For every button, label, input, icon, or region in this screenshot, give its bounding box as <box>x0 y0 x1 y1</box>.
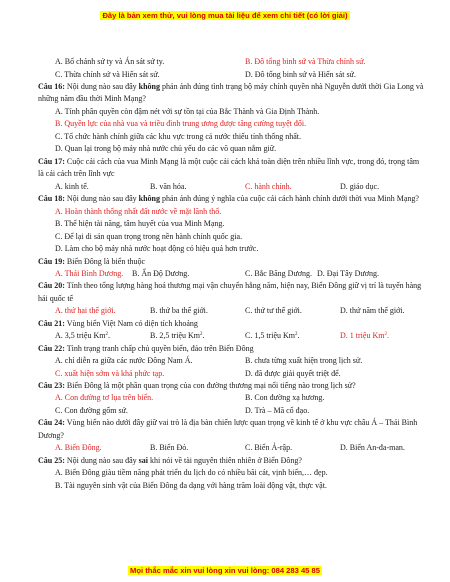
answer-row <box>38 69 424 82</box>
answer-option-correct <box>55 392 153 405</box>
answer-option <box>55 355 193 368</box>
answer-row <box>38 392 424 405</box>
answer-text: B. văn hóa. <box>150 181 187 191</box>
question-number: Câu 17: <box>38 156 65 166</box>
question-text: phản ánh đúng ý nghĩa của cuộc cải cách hành chính dưới thời vua Minh Mạng? <box>160 194 419 204</box>
answer-text: C. Biển Ả-rập. <box>245 443 293 453</box>
answer-text: B. Ấn Độ Dương. <box>132 268 190 278</box>
question-text: khi nói về tài nguyên thiên nhiên ở Biển Đông? <box>148 455 302 465</box>
answer-text: A. 3,5 triệu Km <box>55 331 106 341</box>
answer-row <box>38 405 424 418</box>
question <box>38 256 424 268</box>
answer-option <box>55 69 160 82</box>
answer-text: D. Đại Tây Dương. <box>317 268 379 278</box>
answer-row <box>38 368 424 381</box>
question-text: Vùng biển nào dưới đây giữ vai trò là địa bàn chiến lược quan trọng về kinh tế ở khu vực châu Á – Thái Bình Dương? <box>38 418 418 440</box>
answer-option-correct <box>55 442 102 455</box>
question <box>38 81 424 106</box>
answer-option: A. 3,5 triệu Km$^2$. <box>55 331 110 341</box>
answer-row <box>38 330 424 343</box>
answer-option: D. Làm cho bộ máy nhà nước hoạt động có hiệu quả hơn trước. <box>55 244 259 254</box>
answer-text: D. Trà – Mã cổ đạo. <box>245 405 310 415</box>
question-number: Câu 25: <box>38 455 65 465</box>
answer-option <box>55 56 164 69</box>
answer-text: A. Bổ chánh sứ ty và Án sát sứ ty. <box>55 57 165 66</box>
answer-option <box>55 181 89 194</box>
answer-text: C. thứ tư thế giới. <box>245 306 302 316</box>
answer-option <box>317 268 379 281</box>
answer-option: D. Quan lại trong bộ máy nhà nước chủ yếu do các võ quan nắm giữ. <box>55 144 277 154</box>
answer-text: D. Đô tổng binh sứ và Hiến sát sứ. <box>245 69 356 79</box>
answer-text: A. chỉ diễn ra giữa các nước Đông Nam Á. <box>55 356 193 366</box>
answer-option-correct <box>55 305 116 318</box>
question-text: Tính theo tổng lượng hàng hoá thương mại vận chuyển hằng năm, hiện nay, Biển Đông giữ vị trí là tuyến hàng hải quốc tế <box>38 281 422 303</box>
answer-row <box>38 355 424 368</box>
answer-option <box>340 442 405 455</box>
question-keyword: không <box>138 82 161 91</box>
answer-text: C. Bắc Băng Dương. <box>245 268 313 278</box>
question-keyword: không <box>138 194 161 204</box>
answer-text: D. đã được giải quyết triệt để. <box>245 368 341 378</box>
answer-text: A. Con đường tơ lụa trên biển. <box>55 393 154 403</box>
answer-text: B. thứ ba thế giới. <box>150 306 208 316</box>
answer-option <box>245 355 362 368</box>
question-text: Biển Đông là một phần quan trọng của con đường thương mại nổi tiếng nào trong lịch sử? <box>64 381 356 391</box>
unit-exponent: 2 <box>295 332 298 338</box>
answer-option <box>245 405 309 418</box>
answer-option <box>245 268 312 281</box>
question-number: Câu 16: <box>38 82 65 91</box>
answer-option <box>340 181 379 194</box>
unit-exponent: 2 <box>105 332 108 338</box>
answer-option-correct <box>245 56 365 69</box>
answer-text: B. chưa từng xuất hiện trong lịch sử. <box>245 356 363 366</box>
answer-option: B. Tài nguyên sinh vật của Biển Đông đa dạng với hàng trăm loài động vật, thực vật. <box>55 480 327 490</box>
answer-text: A. Biển Đông. <box>55 443 102 453</box>
answer-option-correct <box>55 268 123 281</box>
question-text: Nội dung nào sau đây <box>64 455 139 465</box>
answer-option-correct <box>245 181 292 194</box>
question-text: Tình trạng tranh chấp chủ quyền biển, đảo trên Biển Đông <box>64 343 254 353</box>
question-text: Cuộc cải cách của vua Minh Mạng là một cuộc cải cách khá toàn diện trên nhiều lĩnh vực, trong đó, trọng tâm là cải cách trên lĩnh vực <box>38 156 420 179</box>
answer-text: D. thứ năm thế giới. <box>340 306 405 316</box>
answer-option-correct: D. 1 triệu Km$^2$. <box>340 331 389 341</box>
answer-option <box>150 305 208 318</box>
answer-text: C. 1,5 triệu Km <box>245 331 295 341</box>
answer-text: C. Con đường gốm sứ. <box>55 405 128 415</box>
answer-text: D. giáo dục. <box>340 181 380 191</box>
question <box>38 380 424 392</box>
question-number: Câu 21: <box>38 318 65 328</box>
answer-text: B. Con đường xạ hương. <box>245 393 325 403</box>
answer-row <box>38 442 424 455</box>
answer-option: C. 1,5 triệu Km$^2$. <box>245 331 300 341</box>
answer-row <box>38 268 424 281</box>
question-number: Câu 19: <box>38 256 65 266</box>
answer-text: C. Thừa chính sứ và Hiến sát sứ. <box>55 69 160 79</box>
answer-option: A. Tính phân quyền còn đậm nét với sự tồn tại của Bắc Thành và Gia Định Thành. <box>55 106 320 116</box>
answer-option: A. Biển Đông giàu tiềm năng phát triển du lịch do có nhiều bãi cát, vịnh biển,… đẹp. <box>55 468 328 478</box>
question-text: Nội dung nào sau đây <box>64 82 139 91</box>
answer-text: A. Thái Bình Dương. <box>55 268 124 278</box>
answer-option <box>132 268 189 281</box>
answer-option: C. Để lại di sản quan trọng trong nền hành chính quốc gia. <box>55 231 243 241</box>
question <box>38 156 424 181</box>
answer-option <box>245 442 292 455</box>
question-text: Biển Đông là biển thuộc <box>64 256 146 266</box>
question <box>38 318 424 330</box>
question <box>38 417 424 442</box>
question <box>38 280 424 305</box>
answer-option <box>245 368 341 381</box>
question-keyword: sai <box>138 455 148 465</box>
question <box>38 343 424 355</box>
question-text: Vùng biển Việt Nam có diện tích khoảng <box>64 318 198 328</box>
unit-exponent: 2 <box>384 332 387 338</box>
answer-text: C. hành chính. <box>245 181 292 191</box>
question-number: Câu 18: <box>38 194 65 204</box>
answer-option-correct <box>55 368 164 381</box>
answer-option <box>150 442 188 455</box>
answer-option <box>245 305 302 318</box>
answer-option <box>340 305 405 318</box>
question-text: Nội dung nào sau đây <box>64 194 139 204</box>
unit-exponent: 2 <box>200 332 203 338</box>
answer-option <box>150 181 186 194</box>
answer-option-correct: B. Quyền lực của nhà vua và triều đình trung ương được tăng cường tuyệt đối. <box>55 119 307 129</box>
answer-option-correct: A. Hoàn thành thống nhất đất nước về mặt lãnh thổ. <box>55 206 222 216</box>
answer-option <box>245 69 356 82</box>
answer-text: B. 2,5 triệu Km <box>150 331 200 341</box>
question-list <box>38 56 424 492</box>
question-text: phản ánh đúng tình trạng bộ máy chính quyền nhà Nguyễn dưới thời Gia Long và những năm đầu thời Minh Mạng? <box>38 82 424 104</box>
question-number: Câu 23: <box>38 381 65 391</box>
answer-text: C. xuất hiện sớm và khá phức tạp. <box>55 368 165 378</box>
answer-text: D. Biển An-đa-man. <box>340 443 405 453</box>
question <box>38 455 424 467</box>
question-number: Câu 20: <box>38 281 65 291</box>
answer-row <box>38 181 424 194</box>
answer-text: A. thứ hai thế giới. <box>55 306 116 316</box>
answer-text: B. Đô tổng binh sứ và Thừa chính sứ. <box>245 57 366 66</box>
answer-row <box>38 305 424 318</box>
question-number: Câu 24: <box>38 418 65 428</box>
answer-option <box>55 405 128 418</box>
answer-option <box>245 392 324 405</box>
answer-option: B. Thể hiện tài năng, tâm huyết của vua Minh Mạng. <box>55 219 225 229</box>
answer-row <box>38 56 424 69</box>
answer-text: A. kinh tế. <box>55 181 89 191</box>
contact-notice: Mọi thắc mắc xin vui lòng xin vui lòng: 084 283 45 85 <box>130 566 320 575</box>
question-number: Câu 22: <box>38 343 65 353</box>
preview-notice: Đây là bản xem thử, vui lòng mua tài liệu để xem chi tiết (có lời giải) <box>102 11 348 20</box>
answer-option: B. 2,5 triệu Km$^2$. <box>150 331 205 341</box>
answer-text: D. 1 triệu Km <box>340 331 385 341</box>
answer-text: B. Biển Đỏ. <box>150 443 189 453</box>
question <box>38 193 424 205</box>
answer-option: C. Tổ chức hành chính giữa các khu vực trong cả nước thiếu tính thống nhất. <box>55 131 302 141</box>
